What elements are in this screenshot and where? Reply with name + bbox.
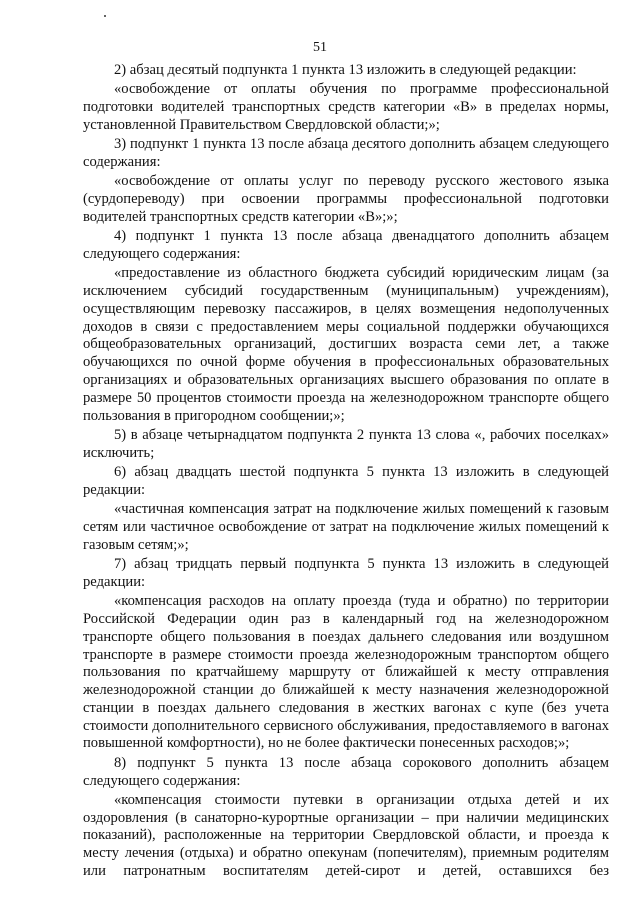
paragraph-quote-travel: «компенсация расходов на оплату проезда (туда и обратно) по территории Российской Федерации один раз в календарный год на железнодорожном транспорте общего пользования в поездах дальнего следования или воздушном транспорте в размере стоимости проезда железнодорожным транспортом общего пользования по кратчайшему маршруту от ближайшей к месту отправления железнодорожной станции до ближайшей к месту назначения железнодорожной станции в поездах дальнего следования в жестких вагонах с купе (без учета стоимости дополнительного сервисного обслуживания, предоставляемого в вагонах повышенной комфортности), но не более фактически понесенных расходов;»; [83,593,609,752]
paragraph-quote-gas: «частичная компенсация затрат на подключение жилых помещений к газовым сетям или частичное освобождение от затрат на подключение жилых помещений к газовым сетям;»; [83,501,609,553]
paragraph-quote-surdoperevod: «освобождение от оплаты услуг по переводу русского жестового языка (сурдопереводу) при освоении программы профессиональной подготовки водителей транспортных средств категории «В»;»; [83,173,609,225]
paragraph-item-8: 8) подпункт 5 пункта 13 после абзаца сорокового дополнить абзацем следующего содержания: [83,754,609,789]
paragraph-item-4: 4) подпункт 1 пункта 13 после абзаца двенадцатого дополнить абзацем следующего содержания: [83,228,609,262]
paragraph-item-2: 2) абзац десятый подпункта 1 пункта 13 изложить в следующей редакции: [114,62,577,78]
paragraph-item-3: 3) подпункт 1 пункта 13 после абзаца десятого дополнить абзацем следующего содержания: [83,136,609,170]
paragraph-quote-voucher: «компенсация стоимости путевки в организации отдыха детей и их оздоровления (в санаторно-курортные организации – при наличии медицинских показаний), расположенные на территории Свердловской области, и проезда к месту лечения (отдыха) и обратно опекунам (попечителям), приемным родителям или патронатным воспитателям детей-сирот и детей, оставшихся без [83,791,609,880]
scan-mark [104,15,106,17]
page-number: 51 [313,40,327,55]
paragraph-item-5: 5) в абзаце четырнадцатом подпункта 2 пункта 13 слова «, рабочих поселках» исключить; [83,426,609,461]
paragraph-item-6: 6) абзац двадцать шестой подпункта 5 пункта 13 изложить в следующей редакции: [83,464,609,498]
document-body [83,62,609,882]
paragraph-quote-abzac-10: «освобождение от оплаты обучения по программе профессиональной подготовки водителей транспортных средств категории «В» в пределах нормы, установленной Правительством Свердловской области;»; [83,81,609,133]
paragraph-quote-subsidies: «предоставление из областного бюджета субсидий юридическим лицам (за исключением субсидий государственным (муниципальным) учреждениям), осуществляющим перевозку пассажиров, в целях возмещения недополученных доходов в связи с предоставлением меры социальной поддержки обучающихся общеобразовательных организаций, достигших возраста семи лет, а также обучающихся по очной форме обучения в профессиональных образовательных организациях и образовательных организациях высшего образования по оплате в размере 50 процентов стоимости проезда на железнодорожном транспорте общего пользования в пригородном сообщении;»; [83,265,609,424]
paragraph-item-7: 7) абзац тридцать первый подпункта 5 пункта 13 изложить в следующей редакции: [83,556,609,590]
